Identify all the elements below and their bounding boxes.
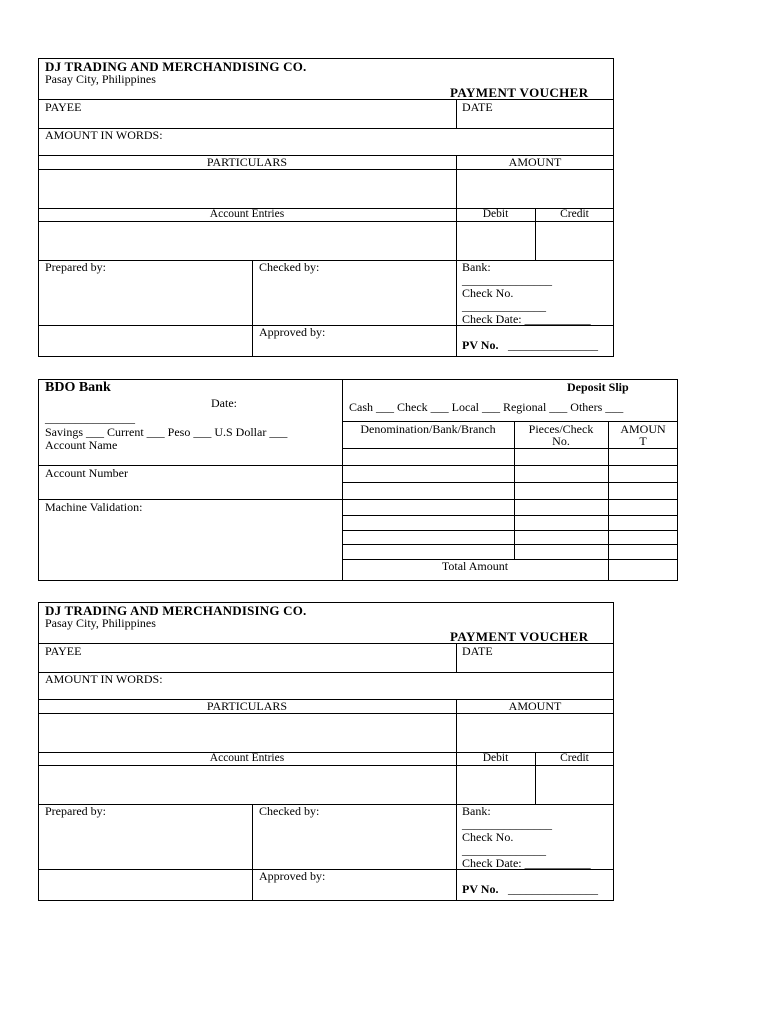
amount-header: AMOUNT xyxy=(508,699,562,713)
payment-voucher-1 xyxy=(0,58,768,368)
amount-header: AMOUNT xyxy=(508,155,562,169)
total-amount-label: Total Amount xyxy=(441,559,509,573)
credit-header: Credit xyxy=(560,208,589,220)
bank-label: Bank: xyxy=(462,260,491,274)
credit-header: Credit xyxy=(560,752,589,764)
voucher-title: PAYMENT VOUCHER xyxy=(450,629,589,644)
debit-header: Debit xyxy=(482,752,509,764)
account-entries-header: Account Entries xyxy=(209,752,285,764)
company-address: Pasay City, Philippines xyxy=(45,616,156,630)
check-no-label: Check No. xyxy=(462,286,514,300)
check-no-label: Check No. xyxy=(462,830,514,844)
check-date-label: Check Date: ___________ xyxy=(462,312,591,326)
pv-no-line: _______________ xyxy=(508,338,598,352)
date-label: DATE xyxy=(462,100,493,114)
deposit-types: Cash ___ Check ___ Local ___ Regional ___ Others ___ xyxy=(349,400,624,414)
account-entries-header: Account Entries xyxy=(209,208,285,220)
pv-no-label: PV No. xyxy=(462,338,499,352)
denomination-header: Denomination/Bank/Branch xyxy=(360,422,496,436)
pieces-header-1: Pieces/Check xyxy=(528,422,594,436)
particulars-header: PARTICULARS xyxy=(206,699,288,713)
pieces-header-2: No. xyxy=(552,434,570,448)
check-no-line: ______________ xyxy=(462,299,546,313)
company-name: DJ TRADING AND MERCHANDISING CO. xyxy=(45,59,307,74)
check-date-label: Check Date: ___________ xyxy=(462,856,591,870)
checked-by-label: Checked by: xyxy=(259,260,320,274)
payee-label: PAYEE xyxy=(45,644,82,658)
company-name: DJ TRADING AND MERCHANDISING CO. xyxy=(45,603,307,618)
deposit-slip-title: Deposit Slip xyxy=(567,380,629,394)
account-types: Savings ___ Current ___ Peso ___ U.S Dollar ___ xyxy=(45,425,288,439)
bank-line: _______________ xyxy=(462,273,552,287)
date-label: DATE xyxy=(462,644,493,658)
payment-voucher-2 xyxy=(0,602,768,912)
approved-by-label: Approved by: xyxy=(259,869,326,883)
pv-no-line: _______________ xyxy=(508,882,598,896)
bank-name: BDO Bank xyxy=(45,380,111,395)
amount-in-words-label: AMOUNT IN WORDS: xyxy=(45,672,163,686)
deposit-date-label: Date: xyxy=(211,396,237,410)
voucher-title: PAYMENT VOUCHER xyxy=(450,85,589,100)
payee-label: PAYEE xyxy=(45,100,82,114)
amount-in-words-label: AMOUNT IN WORDS: xyxy=(45,128,163,142)
deposit-slip xyxy=(0,379,768,581)
debit-header: Debit xyxy=(482,208,509,220)
company-address: Pasay City, Philippines xyxy=(45,72,156,86)
account-name-label: Account Name xyxy=(45,438,118,452)
approved-by-label: Approved by: xyxy=(259,325,326,339)
pv-no-label: PV No. xyxy=(462,882,499,896)
checked-by-label: Checked by: xyxy=(259,804,320,818)
check-no-line: ______________ xyxy=(462,843,546,857)
amount-header-1: AMOUN xyxy=(620,422,666,436)
bank-line: _______________ xyxy=(462,817,552,831)
deposit-date-line: _______________ xyxy=(45,411,135,425)
prepared-by-label: Prepared by: xyxy=(45,260,106,274)
account-number-label: Account Number xyxy=(45,466,128,480)
bank-label: Bank: xyxy=(462,804,491,818)
machine-validation-label: Machine Validation: xyxy=(45,500,143,514)
particulars-header: PARTICULARS xyxy=(206,155,288,169)
amount-header-2: T xyxy=(639,434,647,448)
prepared-by-label: Prepared by: xyxy=(45,804,106,818)
